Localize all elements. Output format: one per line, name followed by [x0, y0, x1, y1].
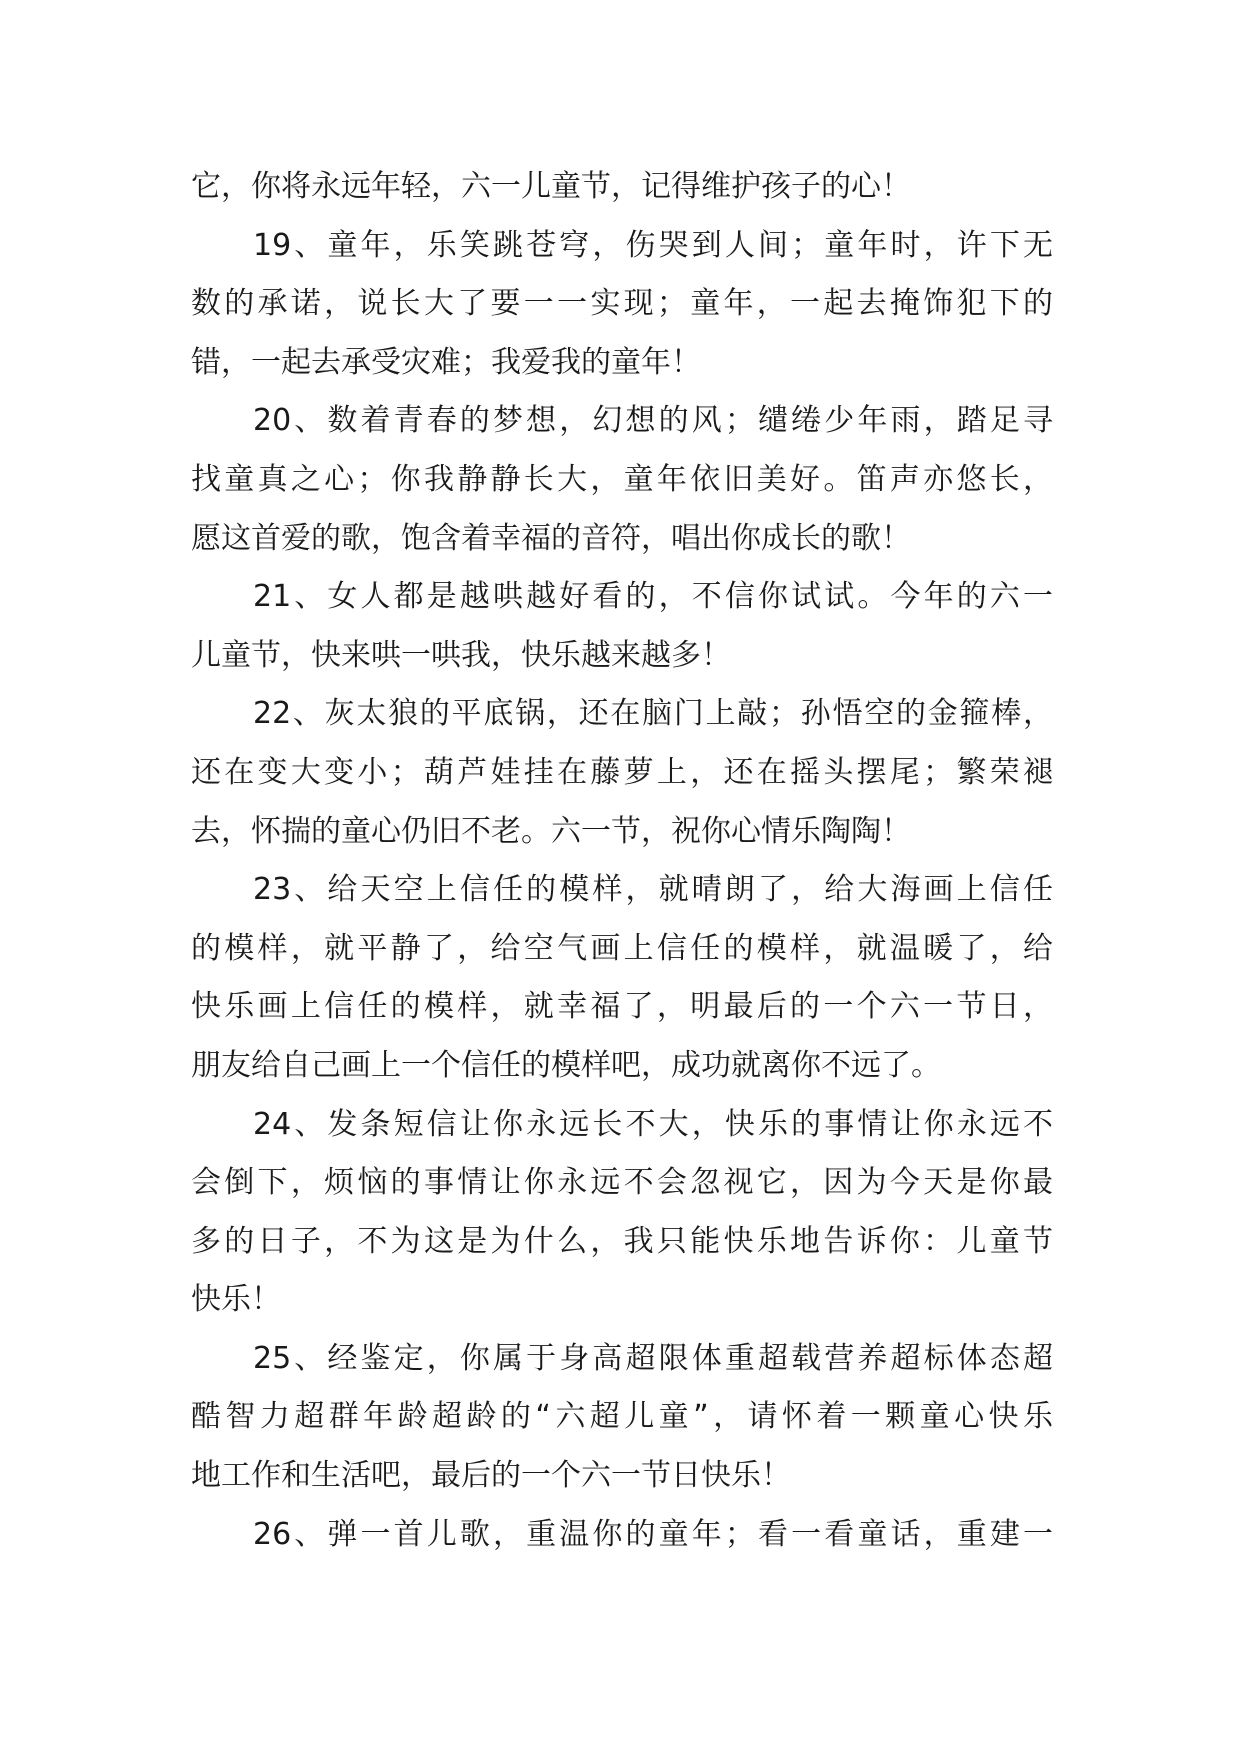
- text-line: 26、弹一首儿歌，重温你的童年；看一看童话，重建一: [253, 1516, 1053, 1552]
- text-line: 去，怀揣的童心仍旧不老。六一节，祝你心情乐陶陶！: [191, 813, 911, 849]
- paragraph-22: [191, 685, 1053, 861]
- paragraph-19: [191, 217, 1053, 393]
- paragraph-20: [191, 392, 1053, 568]
- text-line: 20、数着青春的梦想，幻想的风；缱绻少年雨，踏足寻: [253, 403, 1053, 439]
- text-line: 地工作和生活吧，最后的一个六一节日快乐！: [191, 1458, 791, 1494]
- text-line: 数的承诺，说长大了要一一实现；童年，一起去掩饰犯下的: [191, 286, 1053, 322]
- text-line: 儿童节，快来哄一哄我，快乐越来越多！: [191, 637, 731, 673]
- paragraph-18-continuation: [191, 158, 1053, 217]
- paragraph-24: [191, 1096, 1053, 1330]
- text-line: 找童真之心；你我静静长大，童年依旧美好。笛声亦悠长，: [191, 461, 1053, 497]
- text-line: 酷智力超群年龄超龄的“六超儿童”，请怀着一颗童心快乐: [191, 1399, 1053, 1435]
- text-line: 19、童年，乐笑跳苍穹，伤哭到人间；童年时，许下无: [253, 227, 1053, 263]
- text-line: 22、灰太狼的平底锅，还在脑门上敲；孙悟空的金箍棒，: [253, 696, 1053, 732]
- text-line: 21、女人都是越哄越好看的，不信你试试。今年的六一: [253, 579, 1053, 615]
- text-line: 会倒下，烦恼的事情让你永远不会忽视它，因为今天是你最: [191, 1165, 1053, 1201]
- text-line: 还在变大变小；葫芦娃挂在藤萝上，还在摇头摆尾；繁荣褪: [191, 754, 1053, 790]
- text-line: 24、发条短信让你永远长不大，快乐的事情让你永远不: [253, 1106, 1053, 1142]
- text-line: 的模样，就平静了，给空气画上信任的模样，就温暖了，给: [191, 930, 1053, 966]
- paragraph-26-start: [191, 1506, 1053, 1565]
- text-line: 多的日子，不为这是为什么，我只能快乐地告诉你：儿童节: [191, 1223, 1053, 1259]
- text-line: 它，你将永远年轻，六一儿童节，记得维护孩子的心！: [191, 169, 911, 204]
- text-line: 愿这首爱的歌，饱含着幸福的音符，唱出你成长的歌！: [191, 520, 911, 556]
- text-line: 25、经鉴定，你属于身高超限体重超载营养超标体态超: [253, 1340, 1053, 1376]
- text-line: 朋友给自己画上一个信任的模样吧，成功就离你不远了。: [191, 1047, 941, 1083]
- text-line: 错，一起去承受灾难；我爱我的童年！: [191, 344, 701, 380]
- paragraph-21: [191, 568, 1053, 685]
- text-line: 快乐！: [191, 1282, 281, 1318]
- text-line: 23、给天空上信任的模样，就晴朗了，给大海画上信任: [253, 872, 1053, 908]
- text-line: 快乐画上信任的模样，就幸福了，明最后的一个六一节日，: [191, 989, 1053, 1025]
- document-body: [191, 158, 1053, 1564]
- paragraph-23: [191, 861, 1053, 1095]
- paragraph-25: [191, 1330, 1053, 1506]
